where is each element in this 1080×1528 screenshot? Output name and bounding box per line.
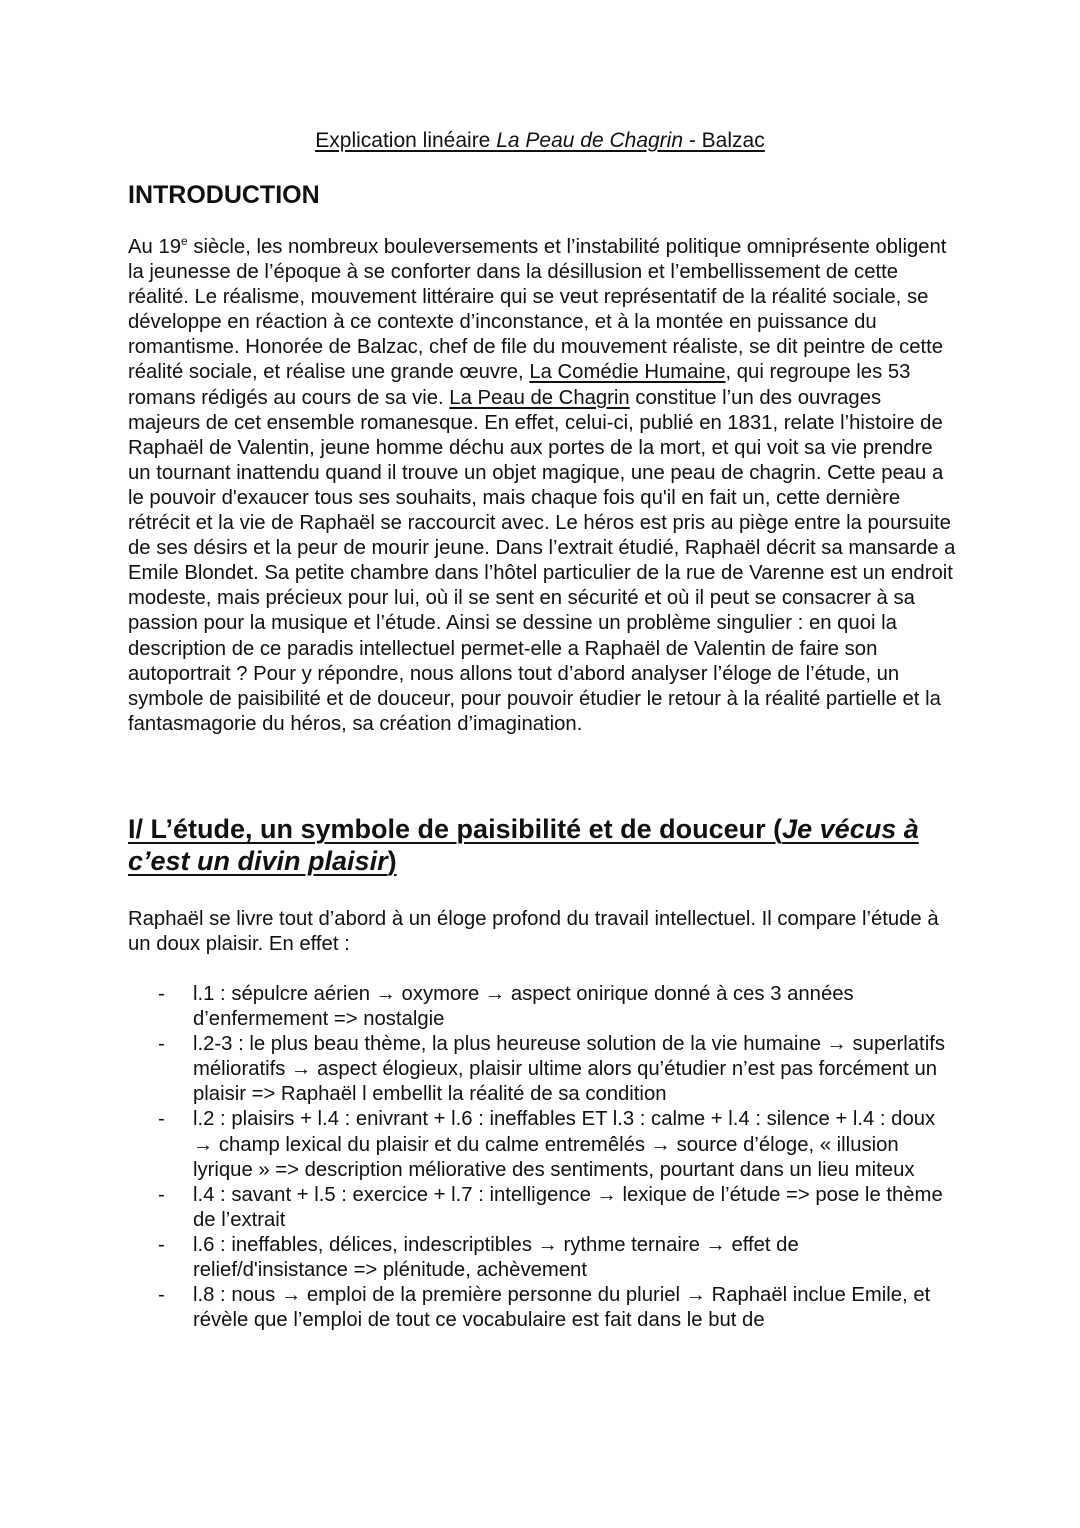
title-work: La Peau de Chagrin <box>496 129 684 152</box>
bullet-dash: - <box>158 1183 165 1206</box>
list-item <box>128 982 958 1032</box>
analysis-bullet-list <box>128 982 958 1333</box>
bullet-dash: - <box>158 1108 165 1131</box>
list-item <box>128 1283 958 1333</box>
list-item <box>128 1183 958 1233</box>
list-item <box>128 1032 958 1107</box>
list-item <box>128 1233 958 1283</box>
bullet-text: l.2-3 : le plus beau thème, la plus heureuse solution de la vie humaine → superlatifs mélioratifs → aspect élogieux, plaisir ultime alors qu’étudier n’est pas forcément un plaisir => Raphaël l embellit la réalité de sa condition <box>193 1033 945 1106</box>
bullet-text: l.1 : sépulcre aérien → oxymore → aspect onirique donné à ces 3 années d’enfermement => nostalgie <box>193 983 854 1031</box>
bullet-text: l.8 : nous → emploi de la première personne du pluriel → Raphaël inclue Emile, et révèle que l’emploi de tout ce vocabulaire est fait dans le but de <box>193 1284 931 1332</box>
title-prefix: Explication linéaire <box>315 129 497 152</box>
introduction-heading: INTRODUCTION <box>128 181 320 209</box>
intro-text-3: , qui regroupe les 53 romans rédigés au cours de sa vie. <box>128 361 911 409</box>
part-one-intro: Raphaël se livre tout d’abord à un éloge profond du travail intellectuel. Il compare l’étude à un doux plaisir. En effet : <box>128 908 939 955</box>
part-one-heading-quote: Je vécus à c’est un divin plaisir <box>128 814 919 876</box>
bullet-text: l.2 : plaisirs + l.4 : enivrant + l.6 : ineffables ET l.3 : calme + l.4 : silence + l.4 : doux → champ lexical du plaisir et du calme entremêlés → source d’éloge, « illusion lyrique » => description méliorative des sentiments, pourtant dans un lieu miteux <box>193 1108 936 1181</box>
intro-work-comedie-humaine: La Comédie Humaine <box>529 361 726 384</box>
bullet-text: l.4 : savant + l.5 : exercice + l.7 : intelligence → lexique de l’étude => pose le thème de l’extrait <box>193 1183 943 1231</box>
intro-text-2: siècle, les nombreux bouleversements et l’instabilité politique omniprésente obligent la jeunesse de l’époque à se conforter dans la désillusion et l’embellissement de cette réalité. Le réalisme, mouvement littéraire qui se veut représentatif de la réalité sociale, se développe en réaction à ce contexte d’inconstance, et à la montée en puissance du romantisme. Honorée de Balzac, chef de file du mouvement réaliste, se dit peintre de cette réalité sociale, et réalise une grande œuvre, <box>128 236 947 384</box>
intro-superscript: e <box>181 234 188 249</box>
title-suffix: - Balzac <box>683 129 765 152</box>
list-item <box>128 1107 958 1182</box>
part-one-heading <box>128 813 958 877</box>
bullet-dash: - <box>158 1233 165 1256</box>
bullet-dash: - <box>158 1284 165 1307</box>
intro-work-peau-de-chagrin: La Peau de Chagrin <box>449 386 630 409</box>
part-one-heading-close: ) <box>387 846 397 876</box>
part-one-heading-underlined <box>128 814 919 876</box>
bullet-dash: - <box>158 1033 165 1056</box>
part-one-heading-main: I/ L’étude, un symbole de paisibilité et de douceur ( <box>128 814 783 844</box>
intro-text-4: constitue l’un des ouvrages majeurs de cet ensemble romanesque. En effet, celui-ci, publié en 1831, relate l’histoire de Raphaël de Valentin, jeune homme déchu aux portes de la mort, et qui voit sa vie prendre un tournant inattendu quand il trouve un objet magique, une peau de chagrin. Cette peau a le pouvoir d'exaucer tous ses souhaits, mais chaque fois qu'il en fait un, cette dernière rétrécit et la vie de Raphaël se raccourcit avec. Le héros est pris au piège entre la poursuite de ses désirs et la peur de mourir jeune. Dans l’extrait étudié, Raphaël décrit sa mansarde a Emile Blondet. Sa petite chambre dans l’hôtel particulier de la rue de Varenne est un endroit modeste, mais précieux pour lui, où il se sent en sécurité et où il peut se consacrer à sa passion pour la musique et l’étude. Ainsi se dessine un problème singulier : en quoi la description de ce paradis intellectuel permet-elle a Raphaël de Valentin de faire son autoportrait ? Pour y répondre, nous allons tout d’abord analyser l’éloge de l’étude, un symbole de paisibilité et de douceur, pour pouvoir étudier le retour à la réalité partielle et la fantasmagorie du héros, sa création d’imagination. <box>128 386 956 735</box>
intro-text-1: Au 19 <box>128 236 182 258</box>
document-title-underline <box>315 129 764 152</box>
introduction-paragraph <box>128 235 958 737</box>
document-title <box>0 127 1080 155</box>
bullet-dash: - <box>158 983 165 1005</box>
bullet-text: l.6 : ineffables, délices, indescriptibles → rythme ternaire → effet de relief/d'insistance => plénitude, achèvement <box>193 1233 799 1282</box>
